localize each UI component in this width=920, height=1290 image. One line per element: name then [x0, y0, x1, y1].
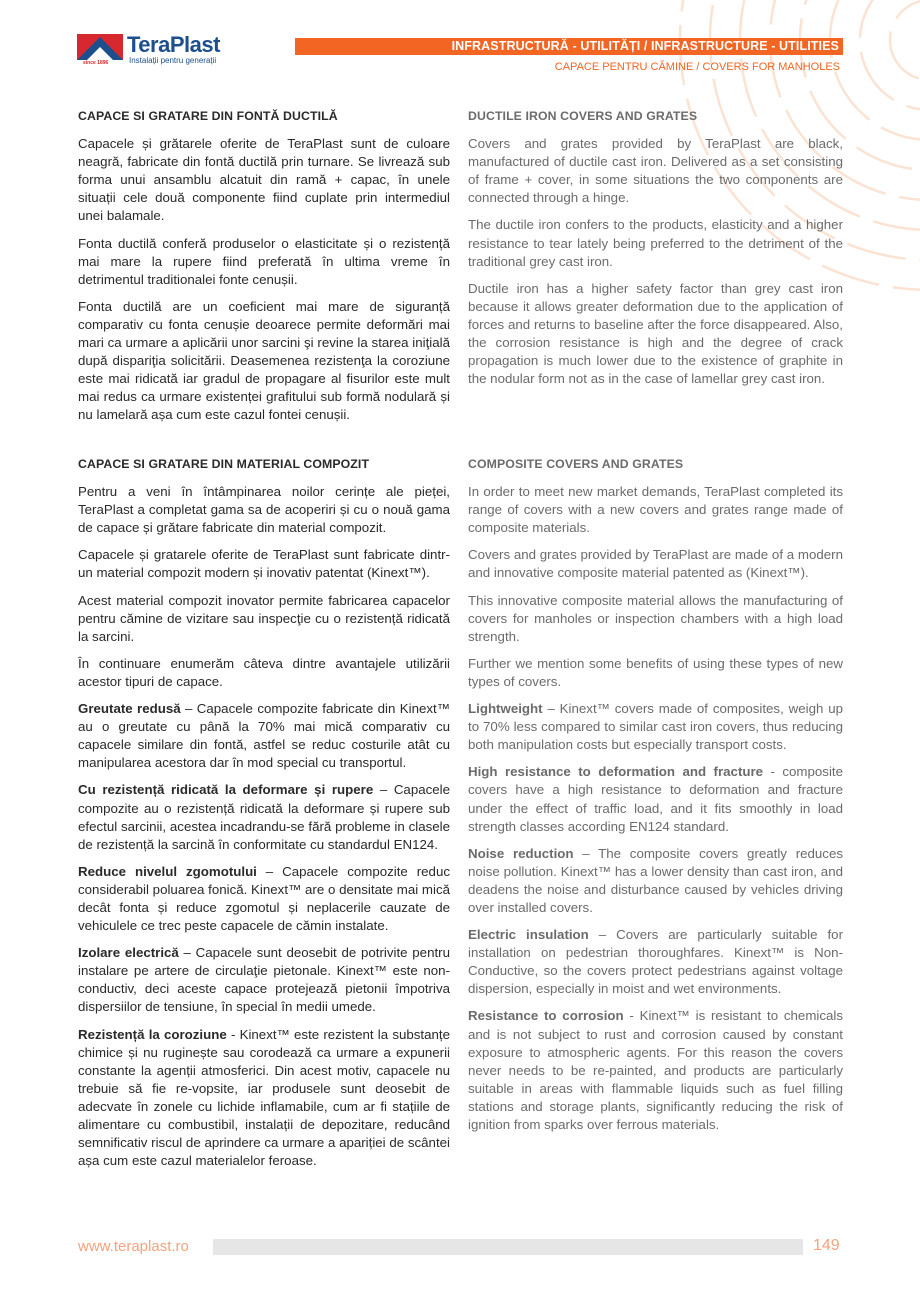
paragraph-lead: Greutate redusă — [78, 701, 181, 717]
paragraph-text: This innovative composite material allows the manufacturing of covers for manholes or inspection chambers with a high load strength. — [468, 592, 843, 644]
paragraph-text: In order to meet new market demands, TeraPlast completed its range of covers with a new covers and grates range made of composite materials. — [468, 484, 843, 536]
paragraph-lead: Izolare electrică — [78, 945, 179, 961]
paragraph-text: Acest material compozit inovator permite fabricarea capacelor pentru cămine de vizitare sau inspecţie cu o rezistență ridicată la sarcini. — [78, 592, 450, 644]
section-ductile-ro — [78, 107, 450, 434]
paragraph-text: – Capacele compozite reduc considerabil poluarea fonică. Kinext™ are o densitate mai mică decât fonta și reduce zgomotul și neplacerile cauzate de vehiculele ce trec peste capacele de cămin instalate. — [78, 863, 450, 934]
paragraph-text: Fonta ductilă conferă produselor o elasticitate și o rezistență mai mare la rupere fiind preferată în ultima vreme în detrimentul traditionalei fonte cenușii. — [78, 235, 450, 287]
paragraph — [468, 845, 843, 917]
section-ductile-en — [468, 107, 843, 397]
paragraph-text: În continuare enumerăm câteva dintre avantajele utilizării acestor tipuri de capace. — [78, 655, 450, 689]
paragraph-text: Fonta ductilă are un coeficient mai mare de siguranță comparativ cu fonta cenușie deoarece permite deformări mai mari ca urmare a aplicării unor sarcini şi revine la starea iniţială după dispariţia solicitării. Deasemenea rezistenţa la coroziune este mai ridicată iar gradul de propagare al fisurilor este mult mai redus ca urmare existenței grafitului sub formă nodulară și nu lamelară așa cum este cazul fontei cenușii. — [78, 298, 450, 423]
logo-since: since 1896 — [83, 60, 109, 66]
footer-website-link[interactable]: www.teraplast.ro — [78, 1238, 189, 1255]
paragraph-text: - Kinext™ este rezistent la substanțe chimice și nu ruginește sau corodează ca urmare a expunerii constante la agenții atmosferici. Din acest motiv, capacele nu trebuie să fie re-vopsite, iar produsele sunt deosebit de adecvate în zonele cu lichide inflamabile, cum ar fi stațiile de alimentare cu combustibil, instalații de depozitare, reducând semnificativ riscul de aprindere ca urmare a apariției de scântei așa cum este cazul materialelor feroase. — [78, 1026, 451, 1169]
paragraph-text: – Kinext™ covers made of composites, weigh up to 70% less compared to similar cast iron covers, thus reducing both manipulation costs but especially transport costs. — [468, 701, 843, 753]
paragraph-text: - Kinext™ is resistant to chemicals and is not subject to rust and corrosion caused by constant exposure to atmospheric agents. For this reason the covers never needs to be re-painted, and products are particularly suitable in areas with flammable liquids such as fuel filling stations and storage plants, significantly reducing the risk of ignition from sparks over ferrous materials. — [468, 1008, 843, 1132]
paragraph-text: Covers and grates provided by TeraPlast are black, manufactured of ductile cast iron. Delivered as a set consisting of frame + cover, in some situations the two components are connected through a hinge. — [468, 136, 843, 206]
paragraph — [78, 592, 450, 646]
paragraph-lead: Cu rezistență ridicată la deformare și rupere — [78, 782, 374, 798]
paragraph — [78, 235, 450, 289]
paragraph — [468, 592, 843, 646]
paragraph-text: Capacele și gratarele oferite de TeraPlast sunt fabricate dintr-un material compozit modern și inovativ patentat (Kinext™). — [78, 547, 450, 581]
paragraph — [468, 700, 843, 754]
paragraph — [468, 926, 843, 998]
logo-tagline: Instalații pentru generații — [129, 56, 217, 65]
paragraph — [468, 655, 843, 691]
paragraph-text: Ductile iron has a higher safety factor than grey cast iron because it allows greater deformation due to the application of forces and returns to baseline after the force disappeared. Also, the corrosion resistance is high and the degree of crack propagation is much lower due to the existence of graphite in the nodular form not as in the case of lamellar grey cast iron. — [468, 280, 843, 387]
section-heading: COMPOSITE COVERS AND GRATES — [468, 457, 684, 471]
section-composite-en — [468, 455, 843, 1143]
paragraph — [468, 483, 843, 537]
paragraph — [78, 483, 450, 537]
paragraph — [78, 1026, 450, 1171]
section-heading: CAPACE SI GRATARE DIN MATERIAL COMPOZIT — [78, 457, 370, 471]
paragraph-text: – Capacele compozite fabricate din Kinext™ au o greutate cu până la 70% mai mică comparativ cu capacele similare din fontă, astfel se reduc costurile atât cu manipularea acestora dar în mod special cu transportul. — [78, 701, 451, 771]
paragraph — [468, 135, 843, 207]
paragraph-text: – The composite covers greatly reduces noise pollution. Kinext™ has a lower density than cast iron, and deadens the noise and disturbance caused by vehicles driving over installed covers. — [468, 845, 843, 915]
paragraph-lead: Rezistență la coroziune — [78, 1026, 227, 1042]
section-composite-ro — [78, 455, 450, 1179]
paragraph-text: The ductile iron confers to the products, elasticity and a higher resistance to tear lately being preferred to the detriment of the traditional grey cast iron. — [468, 217, 843, 269]
paragraph — [78, 863, 450, 935]
paragraph — [468, 546, 843, 582]
paragraph — [78, 700, 450, 772]
paragraph-lead: Resistance to corrosion — [468, 1008, 624, 1024]
logo-brand: TeraPlast — [127, 32, 220, 57]
page-number: 149 — [813, 1237, 840, 1254]
paragraph — [468, 1007, 843, 1134]
paragraph-text: – Capacele sunt deosebit de potrivite pentru instalare pe artere de circulaţie pietonale. Kinext™ este non-conductiv, deci aceste capace protejează pietonii împotriva dispersiilor de tensiune, în special în medii umede. — [78, 945, 450, 1015]
paragraph — [78, 944, 450, 1016]
paragraph — [468, 280, 843, 389]
paragraph-text: Pentru a veni în întâmpinarea noilor cerințe ale pieței, TeraPlast a completat gama sa de acoperiri și cu o nouă gama de capace și grătare fabricate din material compozit. — [78, 484, 450, 536]
paragraph — [78, 781, 450, 853]
paragraph-text: – Covers are particularly suitable for installation on pedestrian thoroughfares. Kinext™ is Non-Conductive, so the covers protect pedestrians against voltage dispersion, especially in moist and wet environments. — [468, 927, 843, 997]
teraplast-logo[interactable] — [77, 34, 242, 68]
paragraph-lead: High resistance to deformation and fracture — [468, 764, 764, 780]
paragraph-lead: Electric insulation — [468, 927, 589, 943]
paragraph-text: – Capacele compozite au o rezistență ridicată la deformare și rupere sub efectul sarcinii, acestea incadrandu-se fără probleme in clasele de rezistență la sarcină în conformitate cu standardul EN124. — [78, 782, 451, 852]
category-banner: INFRASTRUCTURĂ - UTILITĂȚI / INFRASTRUCTURE - UTILITIES — [295, 38, 843, 55]
section-heading: CAPACE SI GRATARE DIN FONTĂ DUCTILĂ — [78, 109, 338, 123]
paragraph-lead: Reduce nivelul zgomotului — [78, 863, 257, 879]
section-heading: DUCTILE IRON COVERS AND GRATES — [468, 109, 698, 123]
paragraph — [468, 216, 843, 270]
paragraph — [78, 546, 450, 582]
footer-bar — [213, 1239, 803, 1255]
paragraph — [78, 298, 450, 425]
paragraph-text: Further we mention some benefits of using these types of new types of covers. — [468, 655, 843, 689]
paragraph — [78, 135, 450, 225]
subcategory-title: CAPACE PENTRU CĂMINE / COVERS FOR MANHOLES — [554, 61, 840, 73]
paragraph — [468, 763, 843, 835]
paragraph-lead: Lightweight — [468, 701, 543, 717]
paragraph — [78, 655, 450, 691]
paragraph-text: Capacele și grătarele oferite de TeraPlast sunt de culoare neagră, fabricate din fontă ductilă prin turnare. Se livrează sub forma unui ansamblu alcatuit din ramă + capac, în unele situații cele două componente fiind cuplate prin intermediul unei balamale. — [78, 136, 450, 224]
paragraph-lead: Noise reduction — [468, 845, 574, 861]
paragraph-text: Covers and grates provided by TeraPlast are made of a modern and innovative composite material patented as (Kinext™). — [468, 547, 843, 581]
paragraph-text: - composite covers have a high resistance to deformation and fracture under the effect of traffic load, and it fits smoothly in load strength classes according EN124 standard. — [468, 764, 843, 834]
logo-house-icon — [77, 34, 123, 60]
